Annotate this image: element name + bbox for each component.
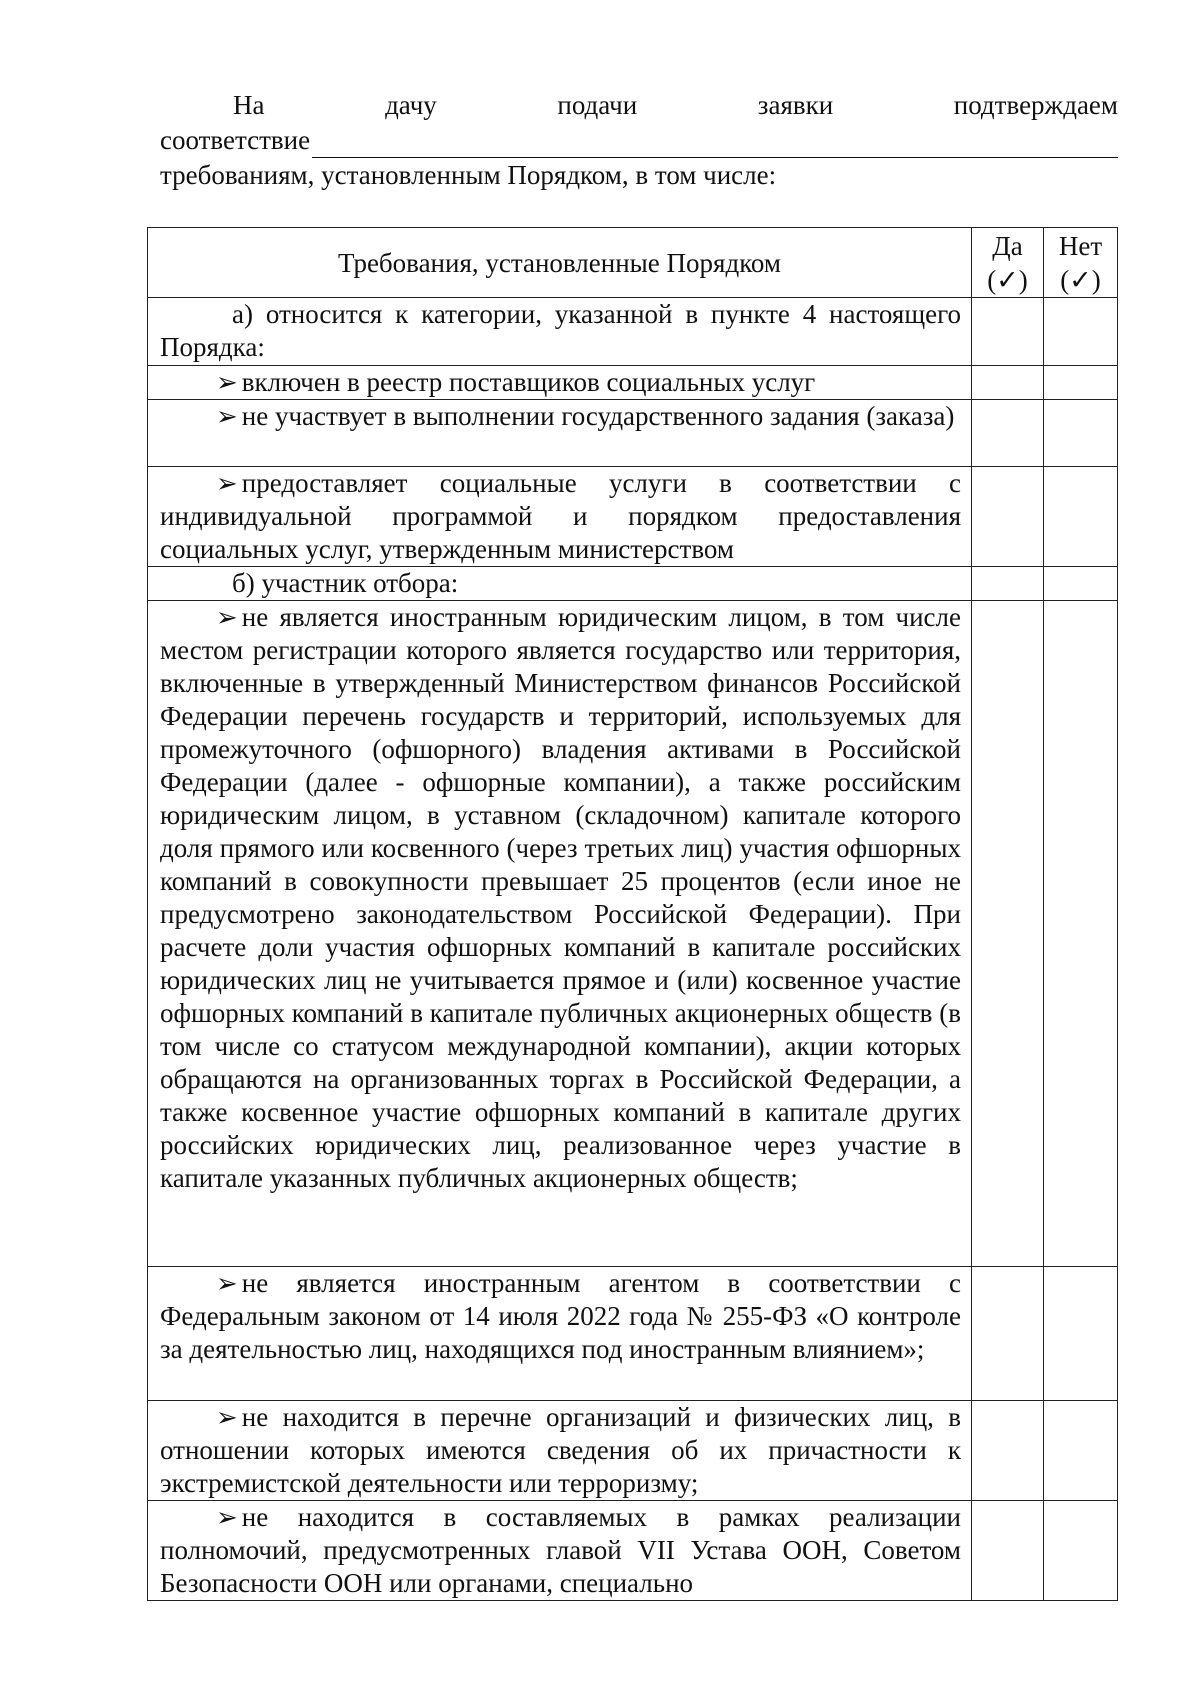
header-no-checkmark: (✓) [1060, 264, 1101, 295]
yes-check-cell[interactable] [972, 1501, 1044, 1601]
yes-check-cell[interactable] [972, 366, 1044, 400]
no-check-cell[interactable] [1044, 366, 1118, 400]
requirement-text: а) относится к категории, указанной в пункте 4 настоящего Порядка: [148, 298, 972, 366]
requirement-text: предоставляет социальные услуги в соответствии с индивидуальной программой и порядком предоставления социальных услуг, утвержденным министерством [160, 468, 961, 564]
requirement-cell [148, 1401, 972, 1501]
no-check-cell[interactable] [1044, 1267, 1118, 1401]
organization-name-blank[interactable] [312, 131, 1118, 158]
intro-paragraph [160, 88, 1118, 193]
requirement-cell [148, 400, 972, 467]
requirement-text: включен в реестр поставщиков социальных услуг [241, 367, 816, 397]
arrow-bullet-icon: ➢ [216, 402, 238, 431]
requirement-text: не является иностранным агентом в соответствии с Федеральным законом от 14 июля 2022 года № 255-ФЗ «О контроле за деятельностью лиц, находящихся под иностранным влиянием»; [160, 1268, 961, 1364]
arrow-bullet-icon: ➢ [216, 1503, 238, 1532]
no-check-cell[interactable] [1044, 601, 1118, 1267]
intro-line-2 [160, 123, 1118, 158]
intro-line-1 [160, 88, 1118, 123]
no-check-cell[interactable] [1044, 567, 1118, 601]
requirement-text: б) участник отбора: [148, 567, 972, 601]
requirement-cell [148, 601, 972, 1267]
table-row [148, 366, 1118, 400]
intro-word: На [233, 90, 265, 120]
requirement-cell [148, 366, 972, 400]
intro-word: дачу [385, 90, 437, 120]
table-row [148, 467, 1118, 567]
yes-check-cell[interactable] [972, 298, 1044, 366]
header-yes-label: Да [992, 230, 1023, 261]
table-row [148, 1267, 1118, 1401]
arrow-bullet-icon: ➢ [216, 368, 238, 397]
no-check-cell[interactable] [1044, 298, 1118, 366]
yes-check-cell[interactable] [972, 601, 1044, 1267]
table-header-row [148, 228, 1118, 298]
header-no [1044, 228, 1118, 298]
yes-check-cell[interactable] [972, 1267, 1044, 1401]
arrow-bullet-icon: ➢ [216, 1403, 238, 1432]
requirement-cell [148, 1501, 972, 1601]
requirement-cell [148, 467, 972, 567]
intro-word: подтверждаем [953, 90, 1118, 120]
arrow-bullet-icon: ➢ [216, 1269, 238, 1298]
arrow-bullet-icon: ➢ [216, 603, 238, 632]
requirement-text: не находится в составляемых в рамках реализации полномочий, предусмотренных главой VII Устава ООН, Советом Безопасности ООН или органами, специально [160, 1502, 961, 1598]
requirement-text: не находится в перечне организаций и физических лиц, в отношении которых имеются сведения об их причастности к экстремистской деятельности или терроризму; [160, 1402, 961, 1498]
table-row [148, 400, 1118, 467]
requirement-text: не участвует в выполнении государственного задания (заказа) [241, 401, 955, 431]
arrow-bullet-icon: ➢ [216, 469, 238, 498]
no-check-cell[interactable] [1044, 1401, 1118, 1501]
header-requirements: Требования, установленные Порядком [148, 228, 972, 298]
yes-check-cell[interactable] [972, 1401, 1044, 1501]
table-row [148, 298, 1118, 366]
requirement-cell [148, 1267, 972, 1401]
table-row [148, 601, 1118, 1267]
requirement-text: не является иностранным юридическим лицом, в том числе местом регистрации которого является государство или территория, включенные в утвержденный Министерством финансов Российской Федерации перечень государств и территорий, используемых для промежуточного (офшорного) владения активами в Российской Федерации (далее - офшорные компании), а также российским юридическим лицом, в уставном (складочном) капитале которого доля прямого или косвенного (через третьих лиц) участия офшорных компаний в совокупности превышает 25 процентов (если иное не предусмотрено законодательством Российской Федерации). При расчете доли участия офшорных компаний в капитале российских юридических лиц не учитывается прямое и (или) косвенное участие офшорных компаний в капитале публичных акционерных обществ (в том числе со статусом международной компании), акции которых обращаются на организованных торгах в Российской Федерации, а также косвенное участие офшорных компаний в капитале других российских юридических лиц, реализованное через участие в капитале указанных публичных акционерных обществ; [160, 602, 961, 1193]
table-row [148, 1501, 1118, 1601]
intro-word: подачи [557, 90, 638, 120]
table-row [148, 1401, 1118, 1501]
no-check-cell[interactable] [1044, 400, 1118, 467]
intro-line-3: требованиям, установленным Порядком, в том числе: [160, 160, 777, 190]
header-yes-checkmark: (✓) [987, 264, 1028, 295]
intro-word: заявки [757, 90, 834, 120]
header-yes [972, 228, 1044, 298]
yes-check-cell[interactable] [972, 400, 1044, 467]
intro-line-2-text: соответствие [160, 125, 311, 155]
yes-check-cell[interactable] [972, 567, 1044, 601]
table-row [148, 567, 1118, 601]
yes-check-cell[interactable] [972, 467, 1044, 567]
no-check-cell[interactable] [1044, 1501, 1118, 1601]
requirements-table [147, 227, 1118, 1601]
no-check-cell[interactable] [1044, 467, 1118, 567]
header-no-label: Нет [1058, 230, 1103, 261]
